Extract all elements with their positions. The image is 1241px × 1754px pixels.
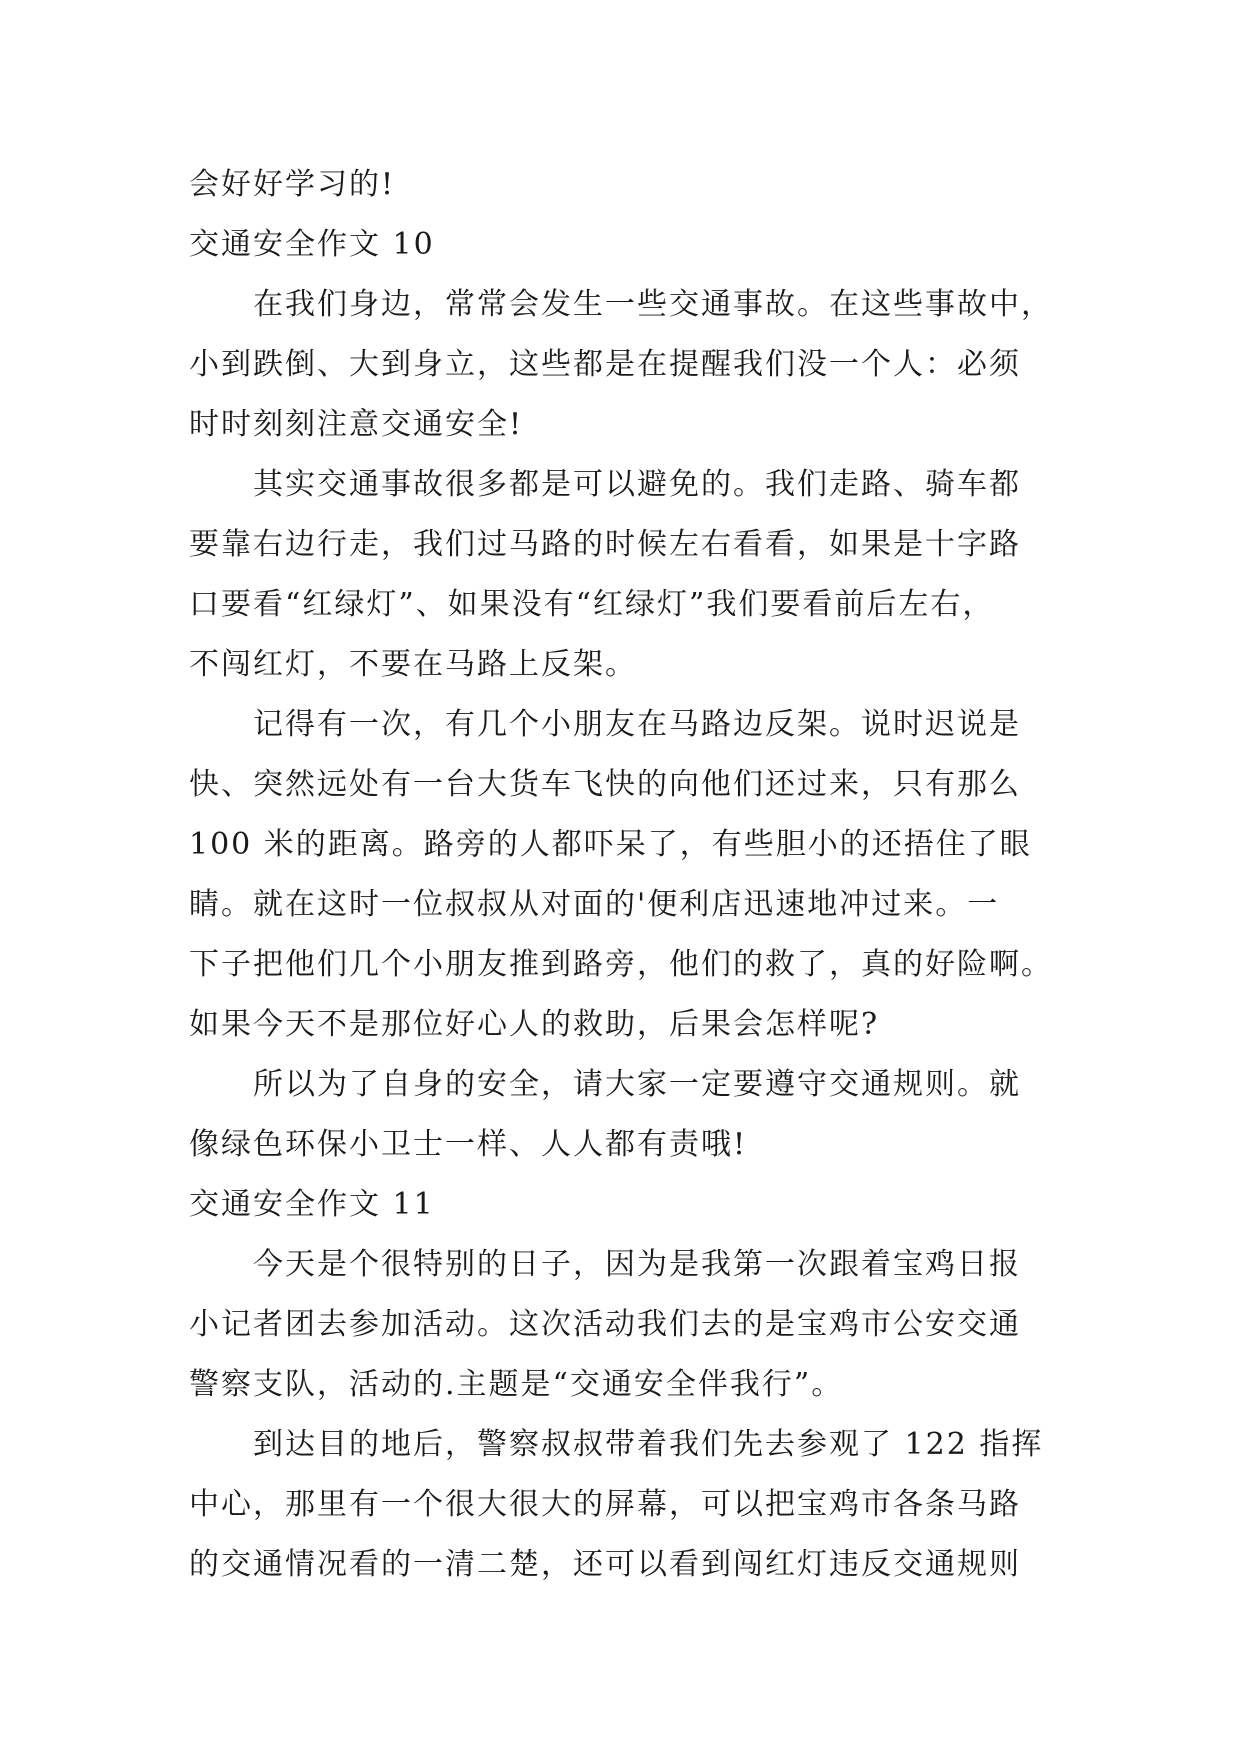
document-body xyxy=(189,155,1053,1595)
essay-title: 交通安全作文 10 xyxy=(189,227,435,262)
text-line: 不闯红灯，不要在马路上反架。 xyxy=(189,647,637,682)
text-line: 睛。就在这时一位叔叔从对面的'便利店迅速地冲过来。一 xyxy=(189,887,1000,922)
text-line: 小记者团去参加活动。这次活动我们去的是宝鸡市公安交通 xyxy=(189,1307,1021,1342)
text-line: 快、突然远处有一台大货车飞快的向他们还过来，只有那么 xyxy=(189,767,1021,802)
paragraph-start-line: 在我们身边，常常会发生一些交通事故。在这些事故中， xyxy=(253,287,1053,322)
text-line: 时时刻刻注意交通安全! xyxy=(189,407,524,442)
text-line: 如果今天不是那位好心人的救助，后果会怎样呢? xyxy=(189,1007,880,1042)
text-line: 像绿色环保小卫士一样、人人都有责哦! xyxy=(189,1127,748,1162)
text-line: 警察支队，活动的.主题是“交通安全伴我行”。 xyxy=(189,1367,844,1402)
text-line: 中心，那里有一个很大很大的屏幕，可以把宝鸡市各条马路 xyxy=(189,1487,1021,1522)
text-line: 下子把他们几个小朋友推到路旁，他们的救了，真的好险啊。 xyxy=(189,947,1053,982)
paragraph-start-line: 到达目的地后，警察叔叔带着我们先去参观了 122 指挥 xyxy=(253,1427,1044,1462)
text-line: 100 米的距离。路旁的人都吓呆了，有些胆小的还捂住了眼 xyxy=(189,827,1032,862)
text-line: 要靠右边行走，我们过马路的时候左右看看，如果是十字路 xyxy=(189,527,1021,562)
paragraph-start-line: 所以为了自身的安全，请大家一定要遵守交通规则。就 xyxy=(253,1067,1021,1102)
text-line: 的交通情况看的一清二楚，还可以看到闯红灯违反交通规则 xyxy=(189,1547,1021,1582)
paragraph-start-line: 其实交通事故很多都是可以避免的。我们走路、骑车都 xyxy=(253,467,1021,502)
text-line: 会好好学习的! xyxy=(189,167,396,202)
paragraph-start-line: 记得有一次，有几个小朋友在马路边反架。说时迟说是 xyxy=(253,707,1021,742)
paragraph-start-line: 今天是个很特别的日子，因为是我第一次跟着宝鸡日报 xyxy=(253,1247,1021,1282)
text-line: 口要看“红绿灯”、如果没有“红绿灯”我们要看前后左右， xyxy=(189,587,995,622)
text-line: 小到跌倒、大到身立，这些都是在提醒我们没一个人：必须 xyxy=(189,347,1021,382)
essay-title: 交通安全作文 11 xyxy=(189,1187,435,1222)
